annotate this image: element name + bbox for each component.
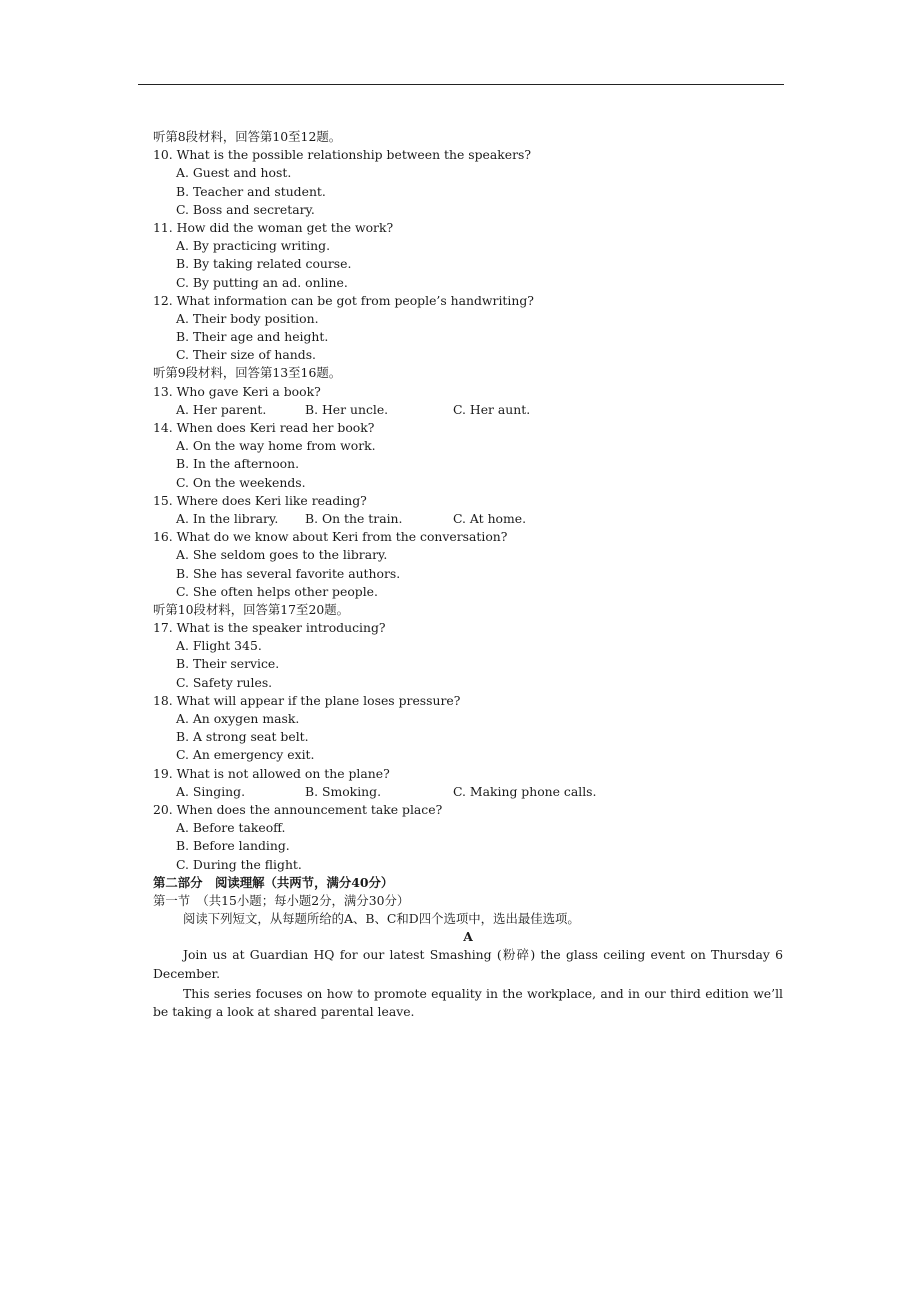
question-stem: 20. When does the announcement take place? [153, 801, 443, 817]
option: B. By taking related course. [176, 256, 352, 272]
option: C. At home. [453, 510, 527, 526]
option: A. Before takeoff. [176, 820, 286, 836]
option: B. In the afternoon. [176, 456, 300, 472]
section-header: 听第8段材料，回答第10至12题。 [153, 129, 342, 144]
option-row [153, 401, 783, 419]
option: A. In the library. [176, 510, 279, 526]
option: A. Singing. [176, 783, 246, 799]
option: C. An emergency exit. [176, 747, 315, 763]
section-title: 第一节 （共15小题；每小题2分，满分30分） [153, 892, 410, 908]
option: C. By putting an ad. online. [176, 274, 348, 290]
option: A. She seldom goes to the library. [176, 547, 388, 563]
option: B. On the train. [305, 510, 403, 526]
option: A. Guest and host. [176, 165, 292, 181]
option: A. By practicing writing. [176, 238, 331, 254]
option: C. On the weekends. [176, 474, 306, 490]
option-row [153, 510, 783, 528]
option: C. During the flight. [176, 856, 302, 872]
option: C. Making phone calls. [453, 783, 597, 799]
option: A. On the way home from work. [176, 438, 376, 454]
option: B. A strong seat belt. [176, 729, 309, 745]
section-header: 听第9段材料，回答第13至16题。 [153, 365, 342, 381]
passage-label: A [463, 929, 473, 945]
option-row [153, 783, 783, 801]
option: C. Safety rules. [176, 674, 273, 690]
question-stem: 13. Who gave Keri a book? [153, 383, 321, 399]
option: B. Their service. [176, 656, 280, 672]
option: C. She often helps other people. [176, 583, 378, 599]
option: C. Their size of hands. [176, 347, 316, 363]
section-header: 听第10段材料，回答第17至20题。 [153, 601, 349, 617]
option: A. Flight 345. [176, 638, 262, 654]
question-stem: 16. What do we know about Keri from the conversation? [153, 529, 508, 545]
question-stem: 14. When does Keri read her book? [153, 420, 375, 435]
option: A. An oxygen mask. [176, 711, 300, 726]
option: C. Her aunt. [453, 401, 531, 417]
option: B. Teacher and student. [176, 183, 326, 199]
option: B. Her uncle. [305, 401, 389, 417]
part-title: 第二部分 阅读理解（共两节，满分40分） [153, 874, 394, 890]
top-rule [138, 84, 784, 85]
option: A. Her parent. [176, 401, 267, 417]
option: B. Smoking. [305, 783, 382, 799]
passage-paragraph: Join us at Guardian HQ for our latest Smashing (粉碎) the glass ceiling event on Thursday 6 December. [153, 947, 783, 981]
question-stem: 19. What is not allowed on the plane? [153, 765, 390, 781]
option: C. Boss and secretary. [176, 201, 315, 217]
question-stem: 15. Where does Keri like reading? [153, 492, 367, 508]
question-stem: 12. What information can be got from people’s handwriting? [153, 292, 534, 308]
question-stem: 18. What will appear if the plane loses pressure? [153, 692, 461, 708]
question-stem: 17. What is the speaker introducing? [153, 620, 386, 636]
option: A. Their body position. [176, 310, 319, 326]
option: B. Their age and height. [176, 329, 329, 345]
option: B. Before landing. [176, 838, 290, 854]
question-stem: 11. How did the woman get the work? [153, 219, 394, 235]
instruction: 阅读下列短文，从每题所给的A、B、C和D四个选项中，选出最佳选项。 [183, 911, 580, 927]
exam-page [153, 128, 783, 1021]
question-stem: 10. What is the possible relationship between the speakers? [153, 147, 531, 163]
option: B. She has several favorite authors. [176, 565, 401, 581]
passage-paragraph: This series focuses on how to promote equality in the workplace, and in our third edition we’ll be taking a look at shared parental leave. [153, 985, 783, 1020]
